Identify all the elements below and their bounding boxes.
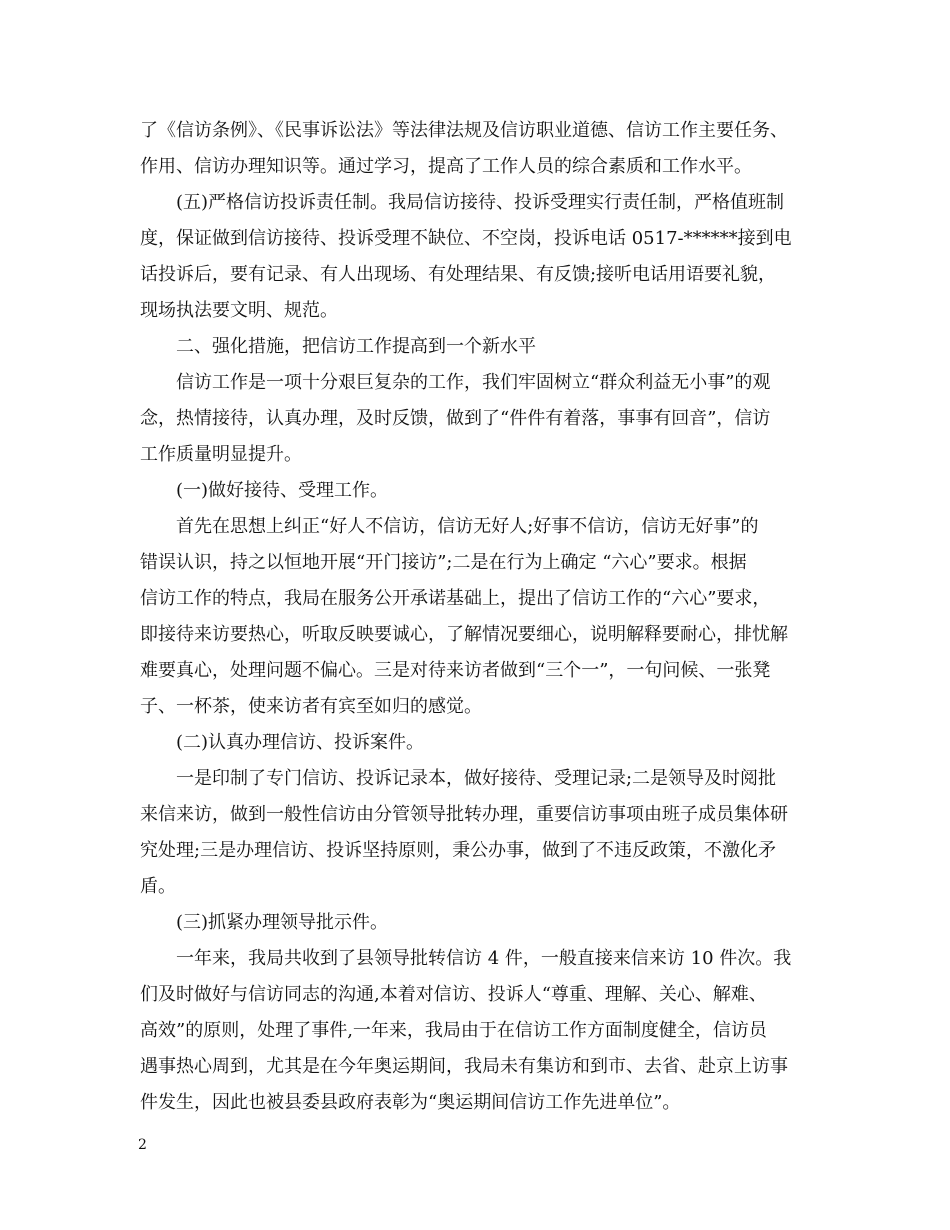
text-line: 现场执法要文明、规范。	[140, 300, 338, 321]
text-line: 了《信访条例》、《民事诉讼法》等法律法规及信访职业道德、信访工作主要任务、	[140, 120, 788, 141]
text-line: 度，保证做到信访接待、投诉受理不缺位、不空岗，投诉电话 0517-******接到电	[140, 228, 792, 249]
text-line: 即接待来访要热心，听取反映要诚心，了解情况要细心，说明解释要耐心，排忧解	[140, 624, 788, 645]
text-line: 错误认识，持之以恒地开展“开门接访”;二是在行为上确定 “六心”要求。根据	[140, 552, 747, 573]
text-line: 难要真心，处理问题不偏心。三是对待来访者做到“三个一”，一句问候、一张凳	[140, 660, 771, 681]
text-line: 一是印制了专门信访、投诉记录本，做好接待、受理记录;二是领导及时阅批	[176, 768, 777, 789]
text-line: 首先在思想上纠正“好人不信访，信访无好人;好事不信访，信访无好事”的	[176, 516, 759, 537]
subsection-heading: (二)认真办理信访、投诉案件。	[176, 732, 425, 753]
text-line: 来信来访，做到一般性信访由分管领导批转办理，重要信访事项由班子成员集体研	[140, 804, 788, 825]
text-line: 盾。	[140, 876, 176, 897]
text-line: 信访工作的特点，我局在服务公开承诺基础上，提出了信访工作的“六心”要求，	[140, 588, 771, 609]
text-line: 念，热情接待，认真办理，及时反馈，做到了“件件有着落，事事有回音”，信访	[140, 408, 771, 429]
section-heading: 二、强化措施，把信访工作提高到一个新水平	[176, 336, 536, 357]
text-line: 们及时做好与信访同志的沟通,本着对信访、投诉人“尊重、理解、关心、解难、	[140, 984, 767, 1005]
text-line: (五)严格信访投诉责任制。我局信访接待、投诉受理实行责任制，严格值班制	[176, 192, 785, 213]
text-line: 高效”的原则，处理了事件,一年来，我局由于在信访工作方面制度健全，信访员	[140, 1020, 767, 1041]
text-line: 子、一杯茶，使来访者有宾至如归的感觉。	[140, 696, 482, 717]
text-line: 一年来，我局共收到了县领导批转信访 4 件，一般直接来信来访 10 件次。我	[176, 948, 792, 969]
subsection-heading: (三)抓紧办理领导批示件。	[176, 912, 389, 933]
text-line: 话投诉后，要有记录、有人出现场、有处理结果、有反馈;接听电话用语要礼貌，	[140, 264, 777, 285]
text-line: 作用、信访办理知识等。通过学习，提高了工作人员的综合素质和工作水平。	[140, 156, 752, 177]
text-line: 信访工作是一项十分艰巨复杂的工作，我们牢固树立“群众利益无小事”的观	[176, 372, 771, 393]
page-number: 2	[138, 1137, 147, 1153]
subsection-heading: (一)做好接待、受理工作。	[176, 480, 389, 501]
text-line: 究处理;三是办理信访、投诉坚持原则，秉公办事，做到了不违反政策，不激化矛	[140, 840, 777, 861]
text-line: 件发生，因此也被县委县政府表彰为“奥运期间信访工作先进单位”。	[140, 1092, 681, 1113]
text-line: 遇事热心周到，尤其是在今年奥运期间，我局未有集访和到市、去省、赴京上访事	[140, 1056, 788, 1077]
text-line: 工作质量明显提升。	[140, 444, 302, 465]
